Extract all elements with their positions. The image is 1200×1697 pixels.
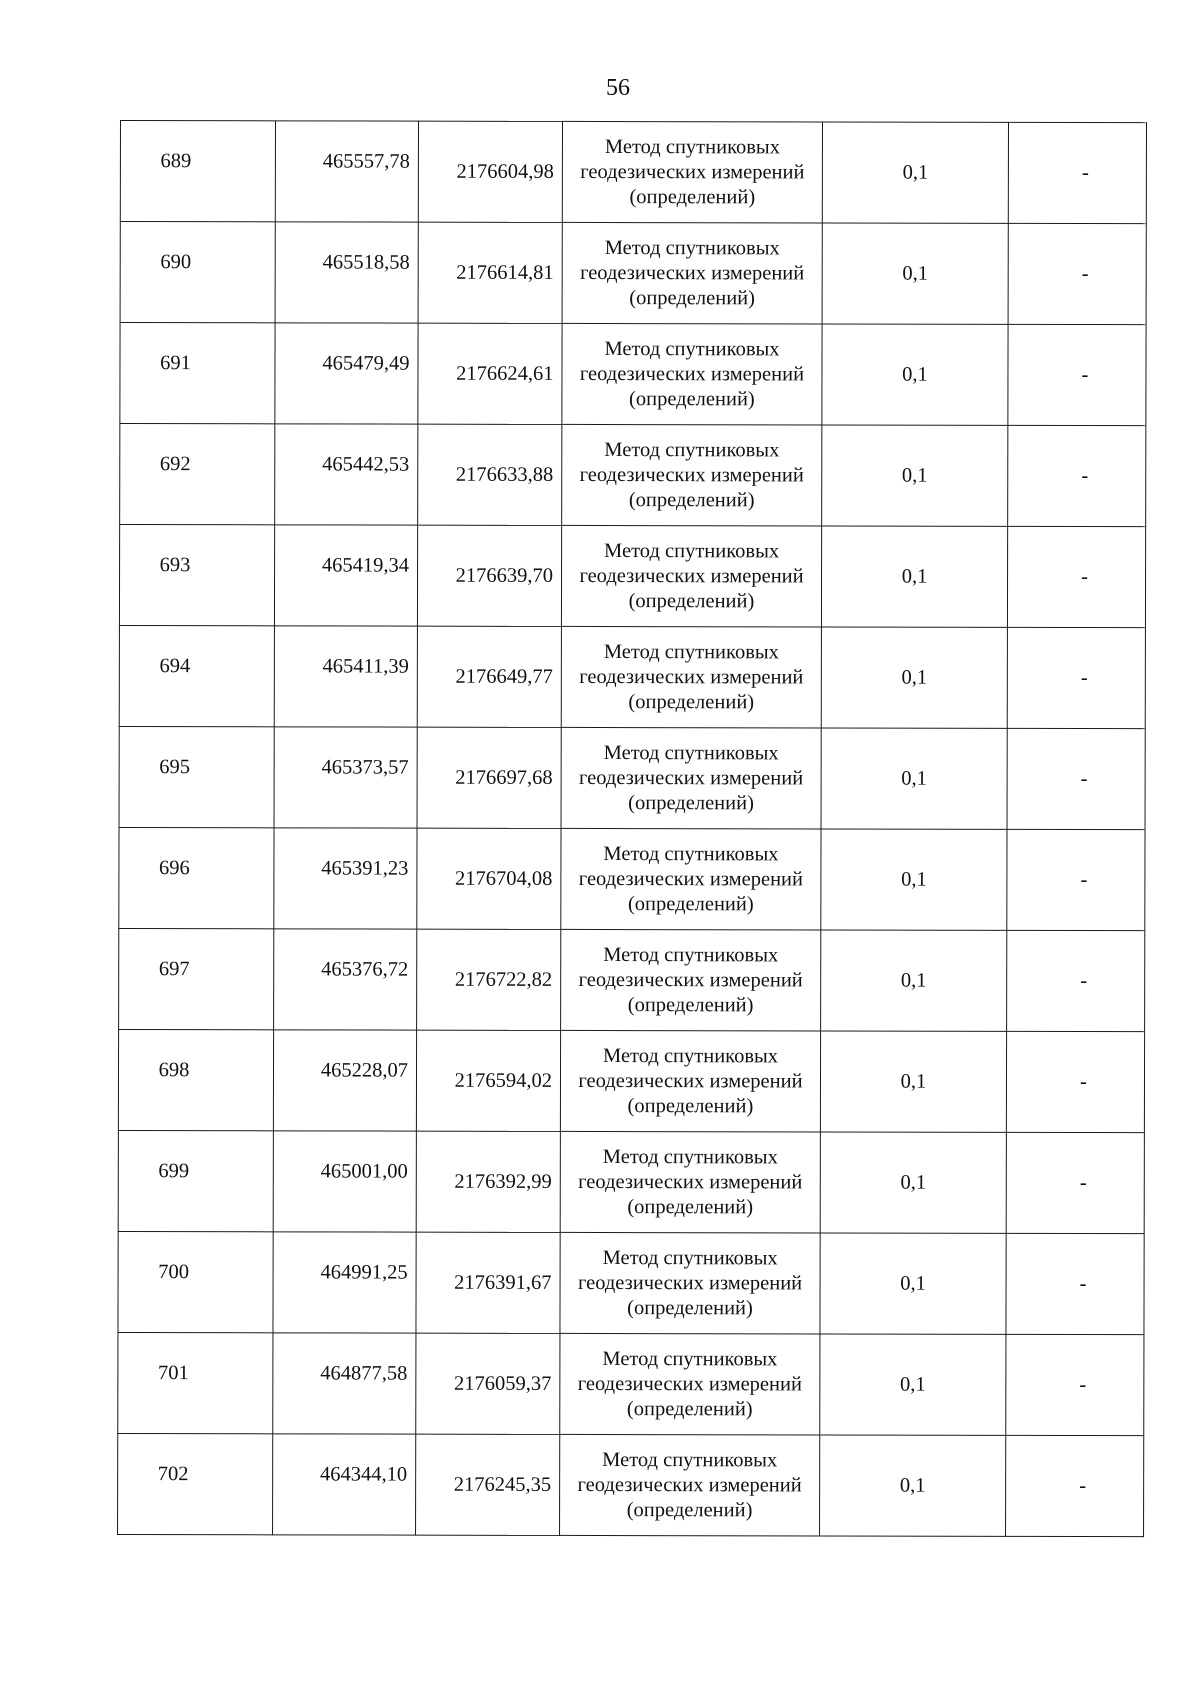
note-cell xyxy=(1006,1435,1144,1536)
accuracy-cell-text: 0,1 xyxy=(902,262,929,285)
coordinate-x-cell xyxy=(275,121,418,222)
method-line: геодезических измерений xyxy=(577,1271,803,1294)
method-cell xyxy=(560,1030,820,1132)
coordinate-y-cell-text: 2176059,37 xyxy=(453,1372,552,1395)
note-cell xyxy=(1006,1132,1144,1233)
coordinate-x-cell-text: 465479,49 xyxy=(322,351,410,375)
table-row xyxy=(119,928,1145,1031)
point-number-cell-text: 689 xyxy=(160,149,192,172)
point-number-cell xyxy=(120,424,275,525)
accuracy-cell xyxy=(822,425,1008,526)
note-cell-text: - xyxy=(1081,262,1089,285)
accuracy-cell-text: 0,1 xyxy=(901,464,928,487)
method-cell xyxy=(560,1232,820,1334)
method-line: геодезических измерений xyxy=(580,261,805,284)
method-cell xyxy=(562,323,822,425)
point-number-cell-text: 690 xyxy=(160,250,192,273)
accuracy-cell xyxy=(822,324,1008,425)
note-cell xyxy=(1006,1233,1144,1334)
accuracy-cell xyxy=(822,122,1008,223)
point-number-cell xyxy=(120,222,275,323)
method-cell xyxy=(562,222,822,324)
note-cell xyxy=(1006,1334,1144,1435)
coordinate-y-cell-text: 2176624,61 xyxy=(456,362,554,385)
method-line: Метод спутниковых xyxy=(604,135,780,158)
coordinate-x-cell-text: 465376,72 xyxy=(321,957,409,981)
coordinate-x-cell-text: 465411,39 xyxy=(322,654,409,678)
method-line: (определений) xyxy=(626,1397,753,1420)
table-row xyxy=(120,121,1146,224)
table-row xyxy=(119,625,1145,728)
note-cell-text: - xyxy=(1081,565,1088,588)
note-cell-text: - xyxy=(1080,767,1088,790)
point-number-cell-text: 698 xyxy=(158,1058,190,1081)
method-line: Метод спутниковых xyxy=(603,741,779,764)
note-cell-text: - xyxy=(1081,464,1089,487)
accuracy-cell-text: 0,1 xyxy=(900,969,927,992)
coordinate-y-cell-text: 2176245,35 xyxy=(453,1473,552,1496)
accuracy-cell-text: 0,1 xyxy=(901,767,927,790)
table-row xyxy=(118,1029,1144,1132)
method-line: (определений) xyxy=(628,791,754,814)
coordinate-y-cell xyxy=(418,121,562,222)
method-line: Метод спутниковых xyxy=(602,1347,778,1370)
method-line: (определений) xyxy=(628,589,755,612)
accuracy-cell-text: 0,1 xyxy=(901,868,927,891)
page-number: 56 xyxy=(606,75,630,101)
point-number-cell xyxy=(119,726,274,827)
coordinate-x-cell xyxy=(273,1434,416,1535)
method-line: геодезических измерений xyxy=(578,1069,803,1092)
note-cell-text: - xyxy=(1080,969,1088,992)
point-number-cell-text: 696 xyxy=(159,856,190,879)
coordinate-y-cell-text: 2176391,67 xyxy=(454,1271,552,1294)
coordinate-x-cell xyxy=(275,424,418,525)
point-number-cell xyxy=(120,121,275,222)
coordinate-y-cell-text: 2176594,02 xyxy=(454,1069,553,1092)
point-number-cell-text: 692 xyxy=(159,452,191,475)
method-line: Метод спутниковых xyxy=(603,943,779,966)
method-cell xyxy=(560,1131,820,1233)
accuracy-cell-text: 0,1 xyxy=(900,1171,927,1194)
coordinate-y-cell xyxy=(416,1030,560,1131)
note-cell xyxy=(1006,1031,1144,1132)
accuracy-cell xyxy=(821,930,1007,1031)
note-cell xyxy=(1008,425,1146,526)
coordinate-y-cell xyxy=(416,1434,560,1535)
accuracy-cell-text: 0,1 xyxy=(900,1070,927,1093)
coordinate-y-cell-text: 2176604,98 xyxy=(456,160,554,183)
coordinate-y-cell-text: 2176722,82 xyxy=(454,968,553,991)
method-line: геодезических измерений xyxy=(579,362,805,385)
note-cell-text: - xyxy=(1079,1373,1087,1396)
coordinate-x-cell xyxy=(273,1131,416,1232)
coordinate-y-cell-text: 2176392,99 xyxy=(454,1170,552,1193)
method-line: (определений) xyxy=(629,286,756,309)
coordinate-x-cell xyxy=(273,1232,416,1333)
coordinate-x-cell-text: 465391,23 xyxy=(321,856,409,880)
method-cell xyxy=(561,727,821,829)
method-line: (определений) xyxy=(629,185,756,208)
coordinates-table-body xyxy=(118,121,1147,1537)
note-cell-text: - xyxy=(1080,868,1088,891)
note-cell-text: - xyxy=(1079,1474,1087,1497)
coordinate-x-cell xyxy=(273,1030,416,1131)
method-line: (определений) xyxy=(627,892,754,915)
coordinate-y-cell-text: 2176633,88 xyxy=(455,463,554,486)
method-line: геодезических измерений xyxy=(578,867,804,890)
coordinate-y-cell-text: 2176614,81 xyxy=(456,261,554,284)
accuracy-cell xyxy=(820,1233,1006,1334)
coordinate-x-cell xyxy=(274,727,417,828)
note-cell xyxy=(1008,324,1146,425)
point-number-cell xyxy=(119,928,274,1029)
coordinate-x-cell xyxy=(274,626,417,727)
method-line: Метод спутниковых xyxy=(604,438,780,461)
point-number-cell-text: 694 xyxy=(159,654,191,677)
coordinates-table xyxy=(117,120,1147,1537)
point-number-cell xyxy=(118,1433,273,1534)
method-line: Метод спутниковых xyxy=(604,539,780,562)
method-line: (определений) xyxy=(628,690,755,713)
method-line: (определений) xyxy=(628,488,755,511)
table-row xyxy=(118,1130,1144,1233)
accuracy-cell-text: 0,1 xyxy=(901,666,928,689)
coordinate-y-cell xyxy=(417,727,561,828)
accuracy-cell-text: 0,1 xyxy=(899,1474,926,1497)
coordinate-y-cell xyxy=(418,222,562,323)
coordinate-y-cell-text: 2176639,70 xyxy=(455,564,554,587)
method-line: Метод спутниковых xyxy=(602,1448,778,1471)
method-cell xyxy=(562,424,822,526)
method-line: геодезических измерений xyxy=(579,463,804,486)
point-number-cell-text: 702 xyxy=(157,1462,189,1485)
accuracy-cell xyxy=(820,1031,1006,1132)
accuracy-cell xyxy=(820,1132,1006,1233)
point-number-cell-text: 697 xyxy=(158,957,190,980)
coordinate-x-cell-text: 464991,25 xyxy=(320,1260,408,1284)
coordinate-x-cell xyxy=(274,929,417,1030)
method-line: Метод спутниковых xyxy=(602,1145,778,1168)
method-line: (определений) xyxy=(627,1296,753,1319)
table-row xyxy=(118,1433,1144,1536)
accuracy-cell-text: 0,1 xyxy=(900,1373,926,1396)
coordinate-x-cell xyxy=(275,323,418,424)
point-number-cell xyxy=(120,323,275,424)
method-line: геодезических измерений xyxy=(578,1170,803,1193)
coordinate-x-cell xyxy=(274,525,417,626)
method-cell xyxy=(561,626,821,728)
method-line: Метод спутниковых xyxy=(604,337,780,360)
coordinate-x-cell-text: 465442,53 xyxy=(322,452,410,476)
table-row xyxy=(118,1332,1144,1435)
point-number-cell xyxy=(119,525,274,626)
point-number-cell-text: 695 xyxy=(159,755,191,778)
coordinate-y-cell-text: 2176697,68 xyxy=(455,766,553,789)
note-cell-text: - xyxy=(1081,363,1089,386)
point-number-cell-text: 691 xyxy=(160,351,191,374)
note-cell-text: - xyxy=(1080,666,1088,689)
method-cell xyxy=(560,1333,820,1435)
table-row xyxy=(120,424,1146,527)
coordinate-y-cell xyxy=(417,525,561,626)
method-line: геодезических измерений xyxy=(577,1473,802,1496)
point-number-cell xyxy=(118,1332,273,1433)
note-cell xyxy=(1007,627,1145,728)
note-cell xyxy=(1007,526,1145,627)
method-line: (определений) xyxy=(627,1094,754,1117)
coordinate-x-cell-text: 465373,57 xyxy=(321,755,409,779)
point-number-cell-text: 693 xyxy=(159,553,191,576)
note-cell xyxy=(1007,829,1145,930)
accuracy-cell-text: 0,1 xyxy=(901,565,928,588)
accuracy-cell-text: 0,1 xyxy=(902,161,929,184)
coordinate-y-cell xyxy=(418,323,562,424)
method-line: Метод спутниковых xyxy=(602,1044,779,1067)
point-number-cell-text: 699 xyxy=(158,1159,190,1182)
coordinate-y-cell xyxy=(418,424,562,525)
method-cell xyxy=(561,828,821,930)
coordinate-x-cell-text: 465557,78 xyxy=(322,149,410,173)
coordinate-y-cell xyxy=(416,1131,560,1232)
note-cell xyxy=(1007,728,1145,829)
point-number-cell xyxy=(118,1130,273,1231)
note-cell-text: - xyxy=(1079,1171,1087,1194)
point-number-cell xyxy=(118,1029,273,1130)
note-cell xyxy=(1008,223,1146,324)
coordinate-x-cell-text: 465228,07 xyxy=(320,1058,409,1082)
accuracy-cell xyxy=(822,223,1008,324)
note-cell xyxy=(1008,122,1146,223)
table-row xyxy=(119,726,1145,829)
note-cell-text: - xyxy=(1081,161,1089,184)
method-line: Метод спутниковых xyxy=(602,1246,778,1269)
method-cell xyxy=(561,525,821,627)
note-cell xyxy=(1007,930,1145,1031)
accuracy-cell xyxy=(821,627,1007,728)
coordinate-y-cell xyxy=(416,1232,560,1333)
method-line: геодезических измерений xyxy=(577,1372,802,1395)
coordinate-x-cell-text: 465518,58 xyxy=(322,250,410,274)
method-line: Метод спутниковых xyxy=(603,842,779,865)
method-line: (определений) xyxy=(627,1195,754,1218)
coordinate-y-cell xyxy=(417,929,561,1030)
method-cell xyxy=(561,929,821,1031)
coordinate-y-cell-text: 2176649,77 xyxy=(455,665,553,688)
accuracy-cell-text: 0,1 xyxy=(900,1272,926,1295)
note-cell-text: - xyxy=(1080,1070,1087,1093)
point-number-cell xyxy=(119,827,274,928)
table-row xyxy=(119,525,1145,628)
coordinate-y-cell xyxy=(417,828,561,929)
accuracy-cell xyxy=(820,1435,1006,1536)
point-number-cell xyxy=(118,1231,273,1332)
point-number-cell xyxy=(119,625,274,726)
method-cell xyxy=(562,121,822,223)
method-line: Метод спутниковых xyxy=(603,640,779,663)
coordinate-x-cell-text: 465419,34 xyxy=(321,553,410,577)
table-row xyxy=(120,323,1146,426)
point-number-cell-text: 701 xyxy=(157,1361,189,1384)
table-row xyxy=(119,827,1145,930)
method-line: геодезических измерений xyxy=(579,766,804,789)
method-line: геодезических измерений xyxy=(579,564,804,587)
method-line: (определений) xyxy=(626,1498,753,1521)
coordinate-y-cell xyxy=(417,626,561,727)
note-cell-text: - xyxy=(1079,1272,1087,1295)
method-line: геодезических измерений xyxy=(580,160,805,183)
table-row xyxy=(118,1231,1144,1334)
accuracy-cell-text: 0,1 xyxy=(902,363,928,386)
accuracy-cell xyxy=(820,1334,1006,1435)
method-line: (определений) xyxy=(627,993,754,1016)
method-line: (определений) xyxy=(629,387,755,410)
coordinate-y-cell xyxy=(416,1333,560,1434)
coordinate-x-cell xyxy=(274,828,417,929)
method-line: геодезических измерений xyxy=(579,665,804,688)
accuracy-cell xyxy=(821,526,1007,627)
method-cell xyxy=(560,1434,820,1536)
table-row xyxy=(120,222,1146,325)
coordinate-x-cell-text: 464344,10 xyxy=(320,1462,408,1486)
coordinate-x-cell xyxy=(273,1333,416,1434)
accuracy-cell xyxy=(821,728,1007,829)
coordinate-x-cell xyxy=(275,222,418,323)
coordinate-x-cell-text: 464877,58 xyxy=(320,1361,408,1385)
point-number-cell-text: 700 xyxy=(158,1260,189,1283)
coordinate-y-cell-text: 2176704,08 xyxy=(455,867,553,890)
accuracy-cell xyxy=(821,829,1007,930)
method-line: геодезических измерений xyxy=(578,968,803,991)
method-line: Метод спутниковых xyxy=(604,236,780,259)
coordinate-x-cell-text: 465001,00 xyxy=(320,1159,408,1183)
